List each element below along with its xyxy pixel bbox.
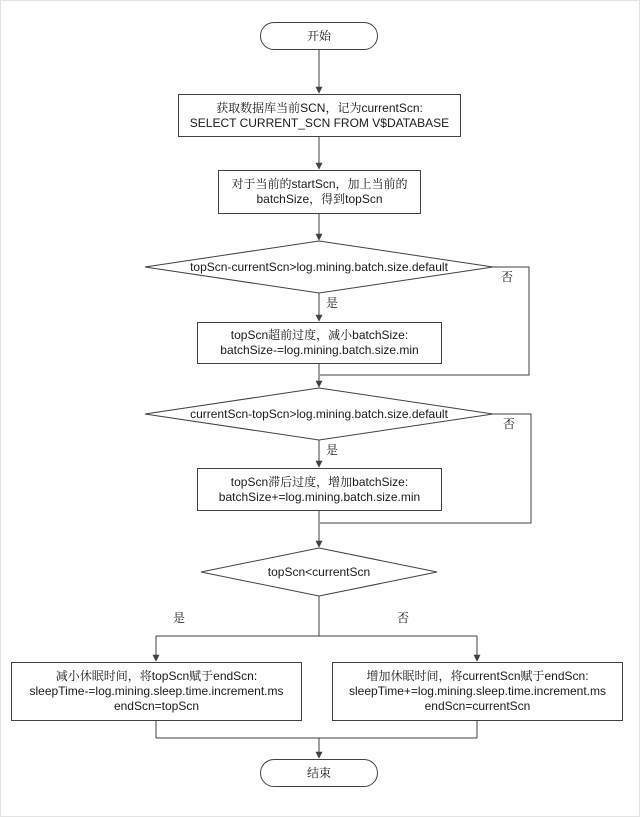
process-get-current-scn [178, 94, 461, 137]
process-calc-topscn-line2: batchSize，得到topScn [256, 192, 383, 206]
decision2-no-label: 否 [503, 417, 516, 431]
decision2-yes-label: 是 [326, 443, 339, 457]
start-node [260, 22, 378, 50]
process-increase-sleep-line2: sleepTime+=log.mining.sleep.time.increment.ms [349, 684, 606, 698]
decision3-no-label: 否 [397, 611, 410, 625]
process-decrease-sleep-line3: endScn=topScn [113, 699, 200, 713]
end-node [260, 759, 378, 787]
decision-top-behind-label: currentScn-topScn>log.mining.batch.size.default [190, 407, 448, 421]
process-increase-sleep [332, 662, 623, 721]
process-decrease-batch-line2: batchSize-=log.mining.batch.size.min [220, 343, 419, 357]
process-calc-topscn [218, 170, 421, 214]
process-decrease-sleep [11, 662, 302, 721]
process-calc-topscn-line1: 对于当前的startScn，加上当前的 [231, 177, 408, 191]
process-decrease-batch-line1: topScn超前过度，减小batchSize: [230, 328, 409, 342]
decision-top-ahead-label: topScn-currentScn>log.mining.batch.size.default [190, 260, 448, 274]
process-increase-batch [197, 468, 442, 511]
process-decrease-batch [197, 322, 442, 364]
decision1-yes-label: 是 [326, 296, 339, 310]
process-increase-batch-line2: batchSize+=log.mining.batch.size.min [218, 489, 421, 504]
process-get-current-scn-line2: SELECT CURRENT_SCN FROM V$DATABASE [189, 115, 450, 130]
process-increase-sleep-line3: endScn=currentScn [424, 699, 531, 713]
process-decrease-sleep-line1: 减小休眠时间，将topScn赋于endScn: [55, 669, 258, 683]
start-label: 开始 [306, 28, 331, 43]
process-increase-batch-line1: topScn滞后过度，增加batchSize: [230, 474, 409, 489]
decision1-no-label: 否 [501, 270, 514, 284]
decision3-yes-label: 是 [173, 611, 186, 625]
decision-top-lt-current-label: topScn<currentScn [267, 565, 371, 579]
process-decrease-sleep-line2: sleepTime-=log.mining.sleep.time.increment.ms [29, 684, 284, 698]
process-get-current-scn-line1: 获取数据库当前SCN，记为currentScn: [216, 100, 423, 115]
process-increase-sleep-line1: 增加休眠时间，将currentScn赋于endScn: [366, 669, 589, 683]
end-label: 结束 [306, 765, 331, 780]
